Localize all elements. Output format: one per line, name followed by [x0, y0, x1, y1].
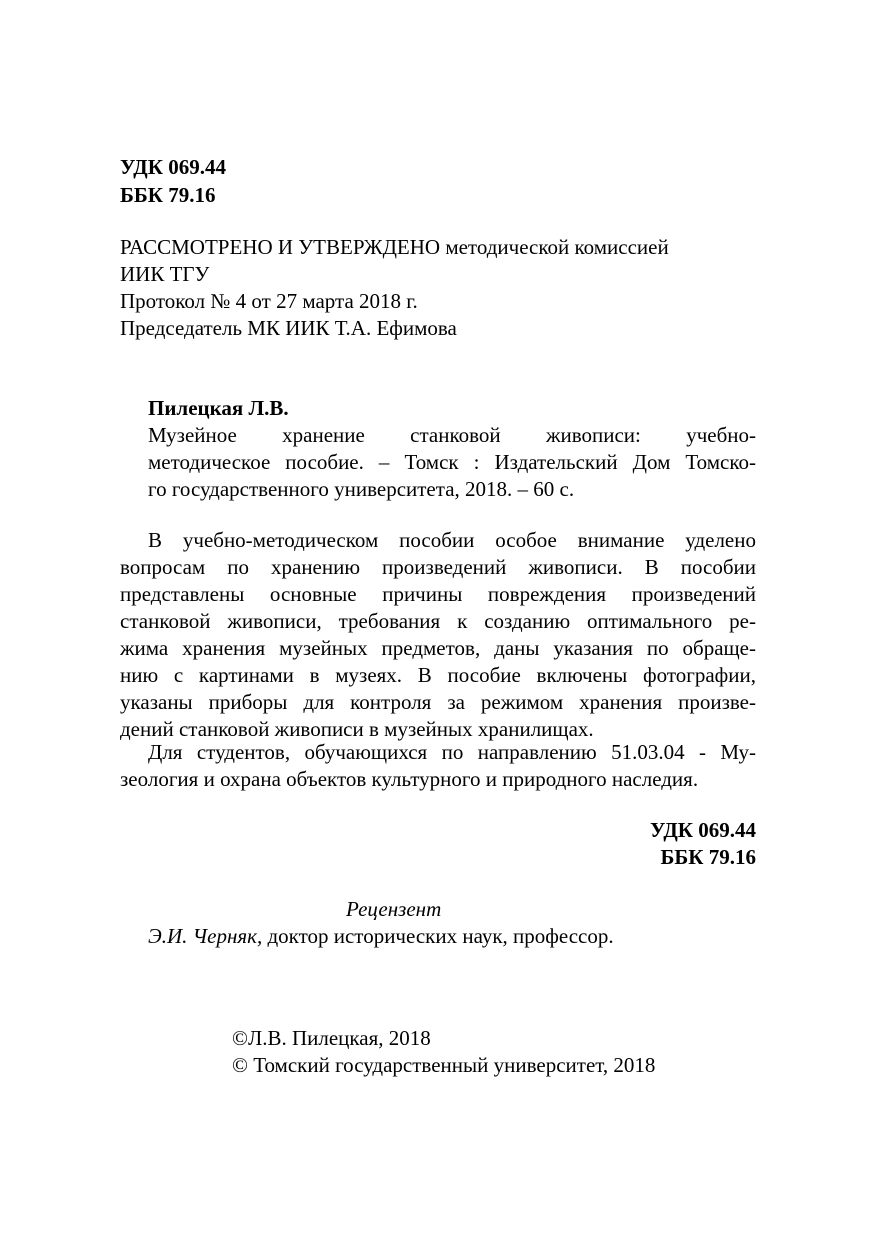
- abstract-paragraph-2: [120, 742, 756, 798]
- audience-line-1: Для студентов, обучающихся по направлению 51.03.04 - Му-: [148, 740, 756, 764]
- bibliography-line-3: го государственного университета, 2018. – 60 с.: [148, 477, 575, 501]
- audience-line-2: зеология и охрана объектов культурного и природного наследия.: [120, 767, 699, 791]
- abstract-line: жима хранения музейных предметов, даны указания по обраще-: [120, 636, 756, 660]
- udk-code: УДК 069.44: [120, 155, 226, 179]
- reviewer-heading: Рецензент: [346, 897, 442, 921]
- reviewer-line: [148, 926, 614, 947]
- abstract-line: представлены основные причины повреждения произведений: [120, 582, 756, 606]
- abstract-line: В учебно-методическом пособии особое внимание уделено: [148, 528, 756, 552]
- bbk-code: ББК 79.16: [120, 183, 216, 207]
- bibliographic-description: [148, 425, 756, 505]
- reviewer-name: Э.И. Черняк,: [148, 924, 263, 948]
- bibliography-line-2: методическое пособие. – Томск : Издательский Дом Томско-: [148, 450, 756, 474]
- bibliography-line-1: Музейное хранение станковой живописи: учебно-: [148, 423, 756, 447]
- approval-line-4: Председатель МК ИИК Т.А. Ефимова: [120, 316, 457, 340]
- abstract-line: дений станковой живописи в музейных хранилищах.: [120, 717, 594, 741]
- approval-line-2: ИИК ТГУ: [120, 262, 210, 286]
- abstract-line: нию с картинами в музеях. В пособие включены фотографии,: [120, 663, 756, 687]
- copyright-author: ©Л.В. Пилецкая, 2018: [232, 1026, 431, 1050]
- author-name: Пилецкая Л.В.: [148, 396, 289, 420]
- reviewer-description: доктор исторических наук, профессор.: [267, 924, 614, 948]
- approval-line-1: РАССМОТРЕНО И УТВЕРЖДЕНО методической комиссией: [120, 235, 669, 259]
- copyright-university: © Томский государственный университет, 2018: [232, 1053, 656, 1077]
- bbk-code-right: ББК 79.16: [660, 845, 756, 869]
- abstract-line: станковой живописи, требования к созданию оптимального ре-: [120, 609, 756, 633]
- approval-line-3: Протокол № 4 от 27 марта 2018 г.: [120, 289, 418, 313]
- udk-code-right: УДК 069.44: [650, 818, 756, 842]
- abstract-paragraph-1: [120, 530, 756, 750]
- abstract-line: указаны приборы для контроля за режимом хранения произве-: [120, 690, 756, 714]
- abstract-line: вопросам по хранению произведений живописи. В пособии: [120, 555, 756, 579]
